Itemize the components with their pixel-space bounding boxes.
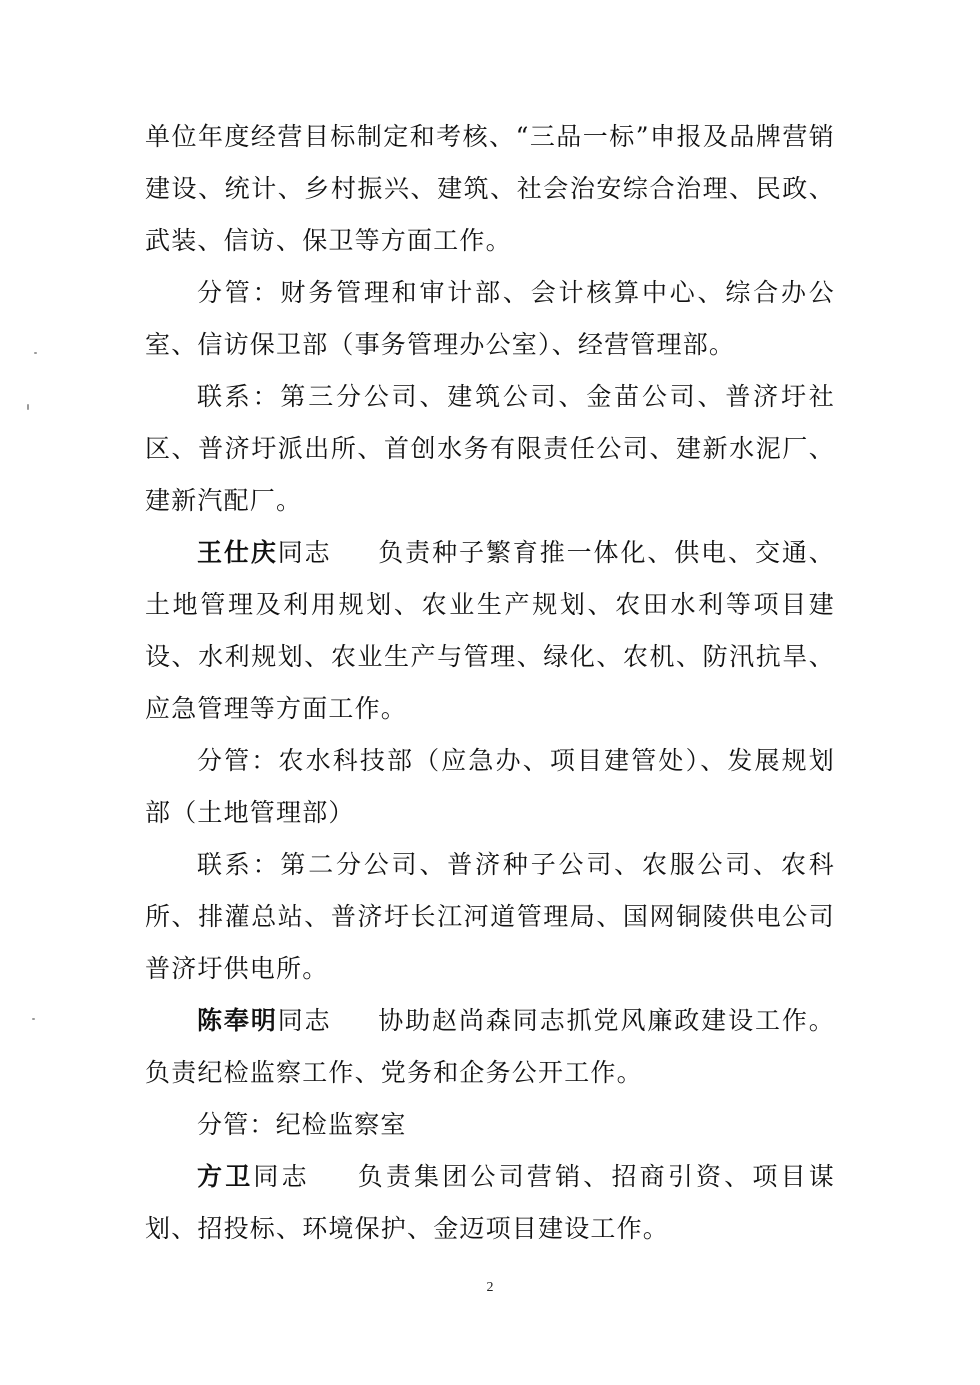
person-title: 同志	[253, 1162, 310, 1191]
person-name: 方卫	[197, 1162, 254, 1191]
paragraph-supervise-2: 分管：农水科技部（应急办、项目建管处）、发展规划部（土地管理部）	[145, 746, 835, 827]
person-title: 同志	[277, 1006, 332, 1035]
paragraph-fang-wei: 方卫同志 负责集团公司营销、招商引资、项目谋划、招投标、环境保护、金迈项目建设工作。	[145, 1162, 836, 1243]
paragraph-contact-1: 联系：第三分公司、建筑公司、金苗公司、普济圩社区、普济圩派出所、首创水务有限责任公司、建新水泥厂、建新汽配厂。	[145, 382, 835, 515]
person-name: 陈奉明	[197, 1006, 278, 1035]
paragraph-chen-fengming: 陈奉明同志 协助赵尚森同志抓党风廉政建设工作。负责纪检监察工作、党务和企务公开工作。	[145, 1006, 836, 1087]
page-number: 2	[486, 1280, 494, 1295]
paragraph-continued-duties: 单位年度经营目标制定和考核、“三品一标”申报及品牌营销建设、统计、乡村振兴、建筑、社会治安综合治理、民政、武装、信访、保卫等方面工作。	[145, 122, 835, 255]
paragraph-supervise-3: 分管：纪检监察室	[197, 1110, 407, 1139]
paragraph-wang-shiqing: 王仕庆同志 负责种子繁育推一体化、供电、交通、土地管理及利用规划、农业生产规划、农田水利等项目建设、水利规划、农业生产与管理、绿化、农机、防汛抗旱、应急管理等方面工作。	[145, 538, 836, 723]
person-name: 王仕庆	[197, 538, 278, 567]
paragraph-contact-2: 联系：第二分公司、普济种子公司、农服公司、农科所、排灌总站、普济圩长江河道管理局、国网铜陵供电公司普济圩供电所。	[145, 850, 835, 983]
scan-speck	[34, 352, 37, 354]
paragraph-supervise-1: 分管：财务管理和审计部、会计核算中心、综合办公室、信访保卫部（事务管理办公室）、经营管理部。	[145, 278, 835, 359]
scan-speck	[32, 1018, 35, 1020]
body-text	[145, 111, 835, 1255]
person-title: 同志	[277, 538, 332, 567]
scan-speck	[27, 404, 29, 410]
